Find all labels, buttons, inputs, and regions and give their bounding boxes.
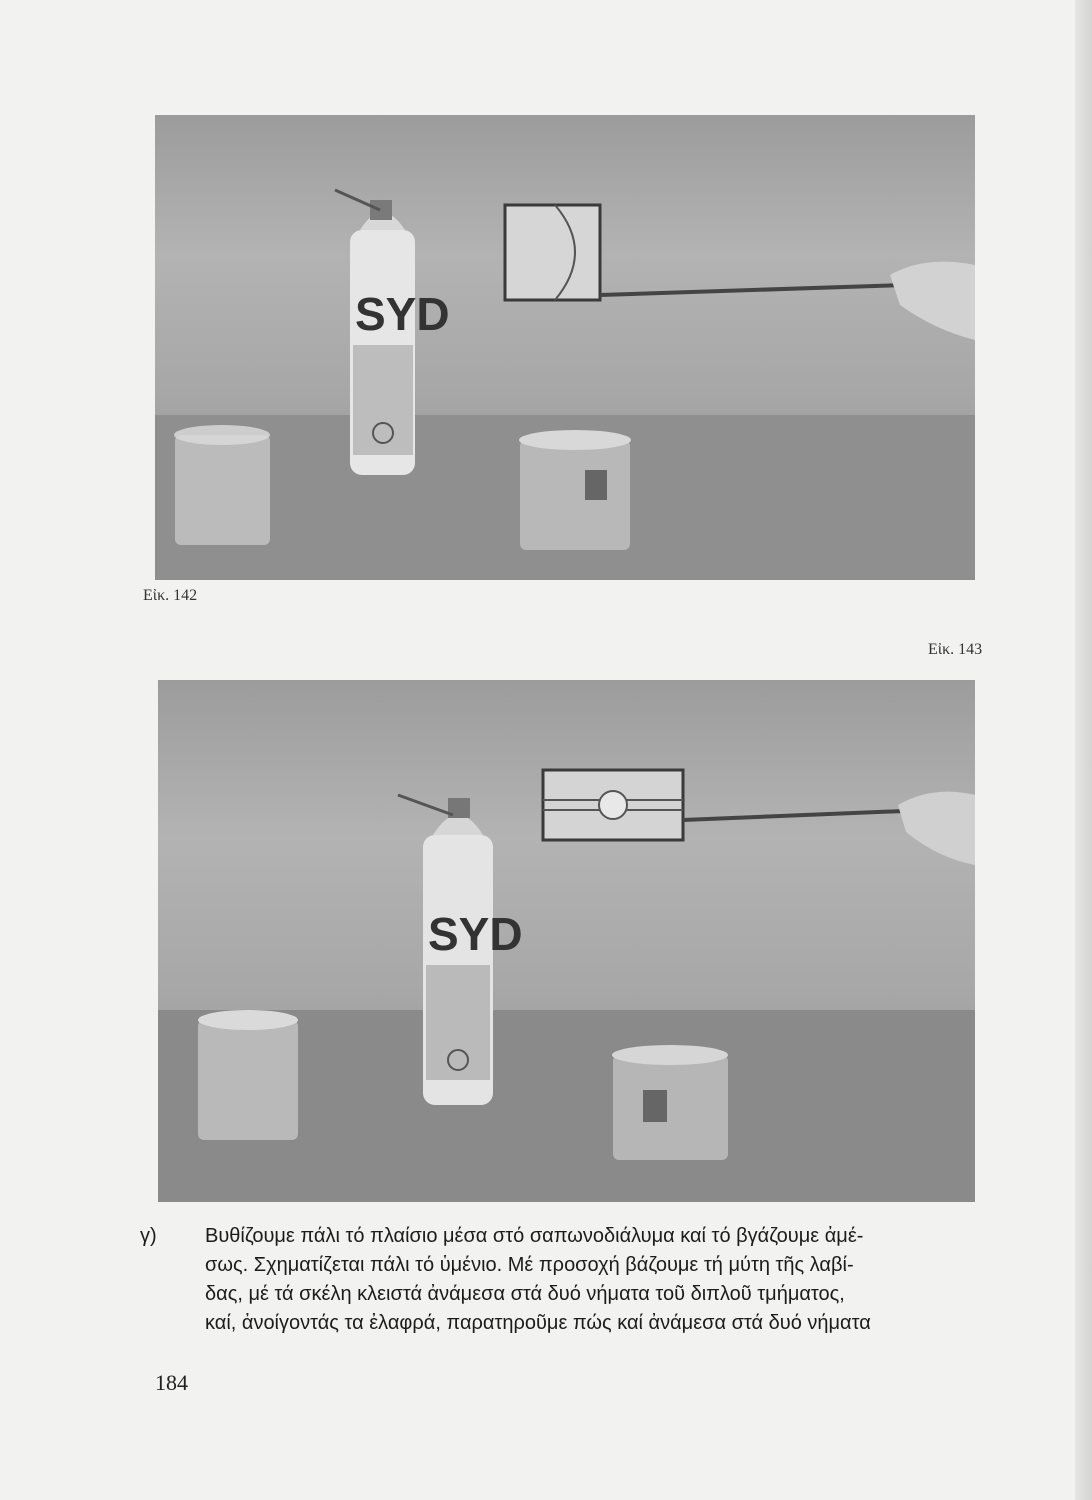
- page-number: 184: [155, 1370, 188, 1395]
- figure-142-caption: Εἰκ. 142: [143, 587, 198, 604]
- paragraph-line: Βυθίζουμε πάλι τό πλαίσιο μέσα στό σαπωνοδιάλυμα καί τό βγάζουμε ἀμέ-: [205, 1225, 864, 1247]
- item-letter: γ): [140, 1225, 157, 1247]
- bottle-label: SYD: [355, 288, 450, 340]
- figure-142-photo: [155, 115, 975, 580]
- paragraph-line: καί, ἀνοίγοντάς τα ἐλαφρά, παρατηροῦμε πώς καί ἀνάμεσα στά δυό νήματα: [205, 1312, 871, 1334]
- page-edge: [1075, 0, 1092, 1500]
- figure-143-caption: Εἰκ. 143: [928, 641, 983, 658]
- paragraph-line: σως. Σχηματίζεται πάλι τό ὑμένιο. Μέ προσοχή βάζουμε τή μύτη τῆς λαβί-: [205, 1254, 854, 1276]
- bottle-label: SYD: [428, 908, 523, 960]
- paragraph-line: δας, μέ τά σκέλη κλειστά ἀνάμεσα στά δυό νήματα τοῦ διπλοῦ τμήματος,: [205, 1283, 845, 1305]
- figure-143-photo: [158, 680, 975, 1202]
- paragraph-gamma: [140, 1222, 980, 1338]
